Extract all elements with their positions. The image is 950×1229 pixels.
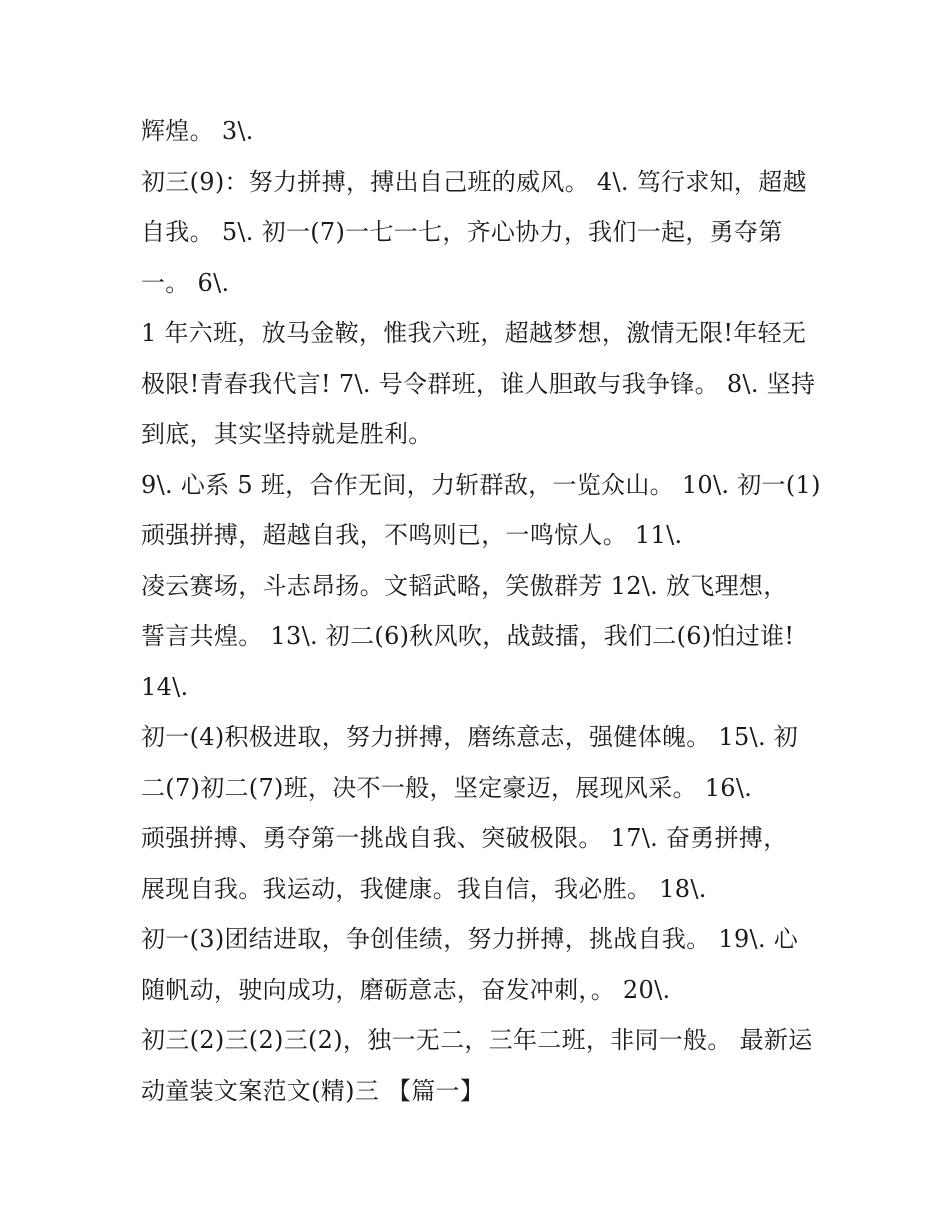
text-line: 初一(4)积极进取，努力拼搏，磨练意志，强健体魄。 15\. 初: [141, 723, 799, 751]
text-line: 1 年六班，放马金鞍，惟我六班，超越梦想，激情无限!年轻无: [141, 319, 807, 347]
text-line: 自我。 5\. 初一(7)一七一七，齐心协力，我们一起，勇夺第: [141, 218, 783, 246]
text-line: 初三(2)三(2)三(2)，独一无二，三年二班，非同一般。 最新运: [141, 1026, 813, 1054]
text-line: 凌云赛场，斗志昂扬。文韬武略，笑傲群芳 12\. 放飞理想，: [141, 571, 788, 600]
text-line: 顽强拼搏，超越自我，不鸣则已，一鸣惊人。 11\.: [141, 521, 683, 549]
text-line: 初三(9)：努力拼搏，搏出自己班的威风。 4\. 笃行求知，超越: [141, 167, 807, 196]
text-line: 展现自我。我运动，我健康。我自信，我必胜。 18\.: [141, 874, 707, 903]
text-line: 誓言共煌。 13\. 初二(6)秋风吹，战鼓擂，我们二(6)怕过谁!: [141, 622, 795, 650]
text-line: 极限!青春我代言! 7\. 号令群班，谁人胆敢与我争锋。 8\. 坚持: [141, 369, 816, 398]
text-line: 一。 6\.: [141, 268, 230, 297]
text-line: 二(7)初二(7)班，决不一般，坚定豪迈，展现风采。 16\.: [141, 773, 753, 802]
text-line: 顽强拼搏、勇夺第一挑战自我、突破极限。 17\. 奋勇拼搏，: [141, 824, 788, 852]
text-line: 9\. 心系 5 班，合作无间，力斩群敌，一览众山。 10\. 初一(1): [141, 470, 821, 499]
text-line: 初一(3)团结进取，争创佳绩，努力拼搏，挑战自我。 19\. 心: [141, 925, 799, 953]
document-body: [141, 106, 821, 1116]
text-line: 随帆动，驶向成功，磨砺意志，奋发冲刺，。 20\.: [141, 975, 671, 1004]
text-line: 14\.: [141, 672, 189, 701]
text-line: 辉煌。 3\.: [141, 117, 254, 145]
text-line: 动童装文案范文(精)三 【篇一】: [141, 1076, 485, 1105]
text-line: 到底，其实坚持就是胜利。: [141, 420, 433, 448]
